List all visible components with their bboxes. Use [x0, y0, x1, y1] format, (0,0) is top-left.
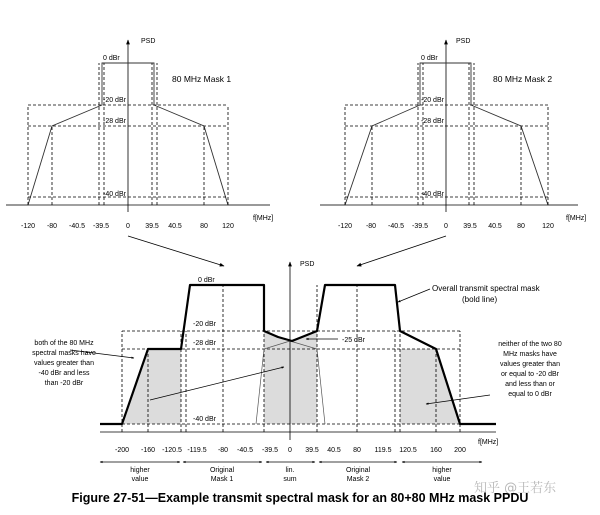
mask1-tick: -39.5 [93, 223, 109, 230]
mask2-tick: -39.5 [412, 223, 428, 230]
combined-unit: f[MHz] [478, 439, 499, 446]
combined-tick: 119.5 [374, 447, 392, 454]
combined-tick: -200 [114, 447, 130, 454]
combined-level-28: -28 dBr [193, 340, 216, 347]
mask2-title: 80 MHz Mask 2 [493, 74, 553, 84]
mask1-unit: f[MHz] [253, 215, 274, 222]
combined-tick: 120.5 [399, 447, 417, 454]
mask2-tick: 40.5 [488, 223, 502, 230]
mask1-to-combined-arrow [128, 236, 224, 266]
combined-tick: 39.5 [305, 447, 319, 454]
combined-tick: -160 [140, 447, 156, 454]
left-note-line: values greater than [34, 360, 94, 367]
region-label: Original [345, 467, 371, 474]
mask1-tick: 40.5 [168, 223, 182, 230]
mask2-ticks [338, 223, 554, 230]
mask2-level-28: -28 dBr [421, 118, 444, 125]
right-note-line: neither of the two 80 [498, 341, 562, 348]
region-label: sum [283, 476, 297, 483]
combined-psd-label: PSD [300, 261, 315, 268]
mask2-psd-label: PSD [456, 38, 471, 45]
combined-tick: -80 [217, 447, 229, 454]
left-note-line: both of the 80 MHz [34, 340, 94, 347]
combined-level-40: -40 dBr [193, 416, 216, 423]
right-note-line: equal to 0 dBr [508, 391, 552, 398]
combined-level-0: 0 dBr [198, 277, 215, 284]
region-label: Mask 1 [210, 476, 234, 483]
mask2-tick: 0 [444, 223, 448, 230]
mask2-tick: 120 [542, 223, 554, 230]
combined-tick: -39.5 [262, 447, 278, 454]
mask1-level-40: -40 dBr [103, 191, 126, 198]
mask1-level-0: 0 dBr [103, 55, 120, 62]
left-higher-shade [122, 349, 181, 424]
mask2-tick: 39.5 [463, 223, 477, 230]
combined-tick: -119.5 [187, 447, 207, 454]
region-label: Mask 2 [346, 476, 370, 483]
combined-tick: 80 [353, 447, 361, 454]
mask1-level-20: -20 dBr [103, 97, 126, 104]
mask1-tick: 39.5 [145, 223, 159, 230]
left-note [32, 340, 96, 387]
region-label: lin. [285, 467, 295, 474]
combined-tick: 160 [430, 447, 442, 454]
overall-mask-label: Overall transmit spectral mask [432, 284, 540, 293]
figure-caption: Figure 27-51—Example transmit spectral mask for an 80+80 MHz mask PPDU [71, 491, 529, 505]
lin-sum-shade [264, 331, 317, 424]
mask2-to-combined-arrow [357, 236, 446, 266]
mask1-tick: -80 [46, 223, 58, 230]
combined-level-25: -25 dBr [342, 337, 365, 344]
right-note-line: and less than or [505, 381, 555, 388]
watermark: 知乎 @王若东 [474, 481, 557, 496]
mask1-outline [6, 63, 270, 205]
right-note [498, 341, 562, 398]
mask2-outline [320, 63, 578, 205]
region-label: Original [209, 467, 235, 474]
left-note-line: -40 dBr and less [38, 370, 90, 377]
mask2-tick: -40.5 [388, 223, 404, 230]
combined-tick: -40.5 [237, 447, 253, 454]
left-note-line: than -20 dBr [44, 380, 84, 387]
mask2-tick: 80 [517, 223, 525, 230]
region-labels [130, 467, 452, 483]
right-note-line: MHz masks have [503, 351, 557, 358]
mask2-unit: f[MHz] [566, 215, 587, 222]
mask1-psd-label: PSD [141, 38, 156, 45]
combined-tick: 40.5 [327, 447, 341, 454]
mask1-tick: -120 [20, 223, 36, 230]
region-label: higher [432, 467, 452, 474]
overall-mask-label-sub: (bold line) [462, 295, 498, 304]
left-note-line: spectral masks have [32, 350, 96, 357]
mask1-tick: 80 [200, 223, 208, 230]
mask2-panel [320, 38, 586, 230]
combined-panel [32, 261, 562, 483]
right-higher-shade [400, 349, 460, 424]
region-label: value [433, 476, 451, 483]
mask2-tick: -80 [365, 223, 377, 230]
mask2-tick: -120 [337, 223, 353, 230]
combined-ticks [115, 447, 466, 454]
combined-level-20: -20 dBr [193, 321, 216, 328]
mask2-grid [345, 63, 548, 205]
mask1-title: 80 MHz Mask 1 [172, 74, 232, 84]
mask2-level-20: -20 dBr [421, 97, 444, 104]
mask1-tick: -40.5 [69, 223, 85, 230]
mask1-ticks [21, 223, 234, 230]
region-label: value [131, 476, 149, 483]
mask2-level-40: -40 dBr [421, 191, 444, 198]
combined-tick: 200 [454, 447, 466, 454]
combined-tick: 0 [288, 447, 292, 454]
combined-tick: -120.5 [162, 447, 182, 454]
region-label: higher [130, 467, 150, 474]
mask1-level-28: -28 dBr [103, 118, 126, 125]
overall-mask-pointer [398, 289, 430, 302]
mask1-tick: 120 [222, 223, 234, 230]
mask1-tick: 0 [126, 223, 130, 230]
right-note-line: or equal to -20 dBr [501, 371, 559, 378]
right-note-line: values greater than [500, 361, 560, 368]
mask1-panel [6, 38, 273, 230]
mask2-level-0: 0 dBr [421, 55, 438, 62]
